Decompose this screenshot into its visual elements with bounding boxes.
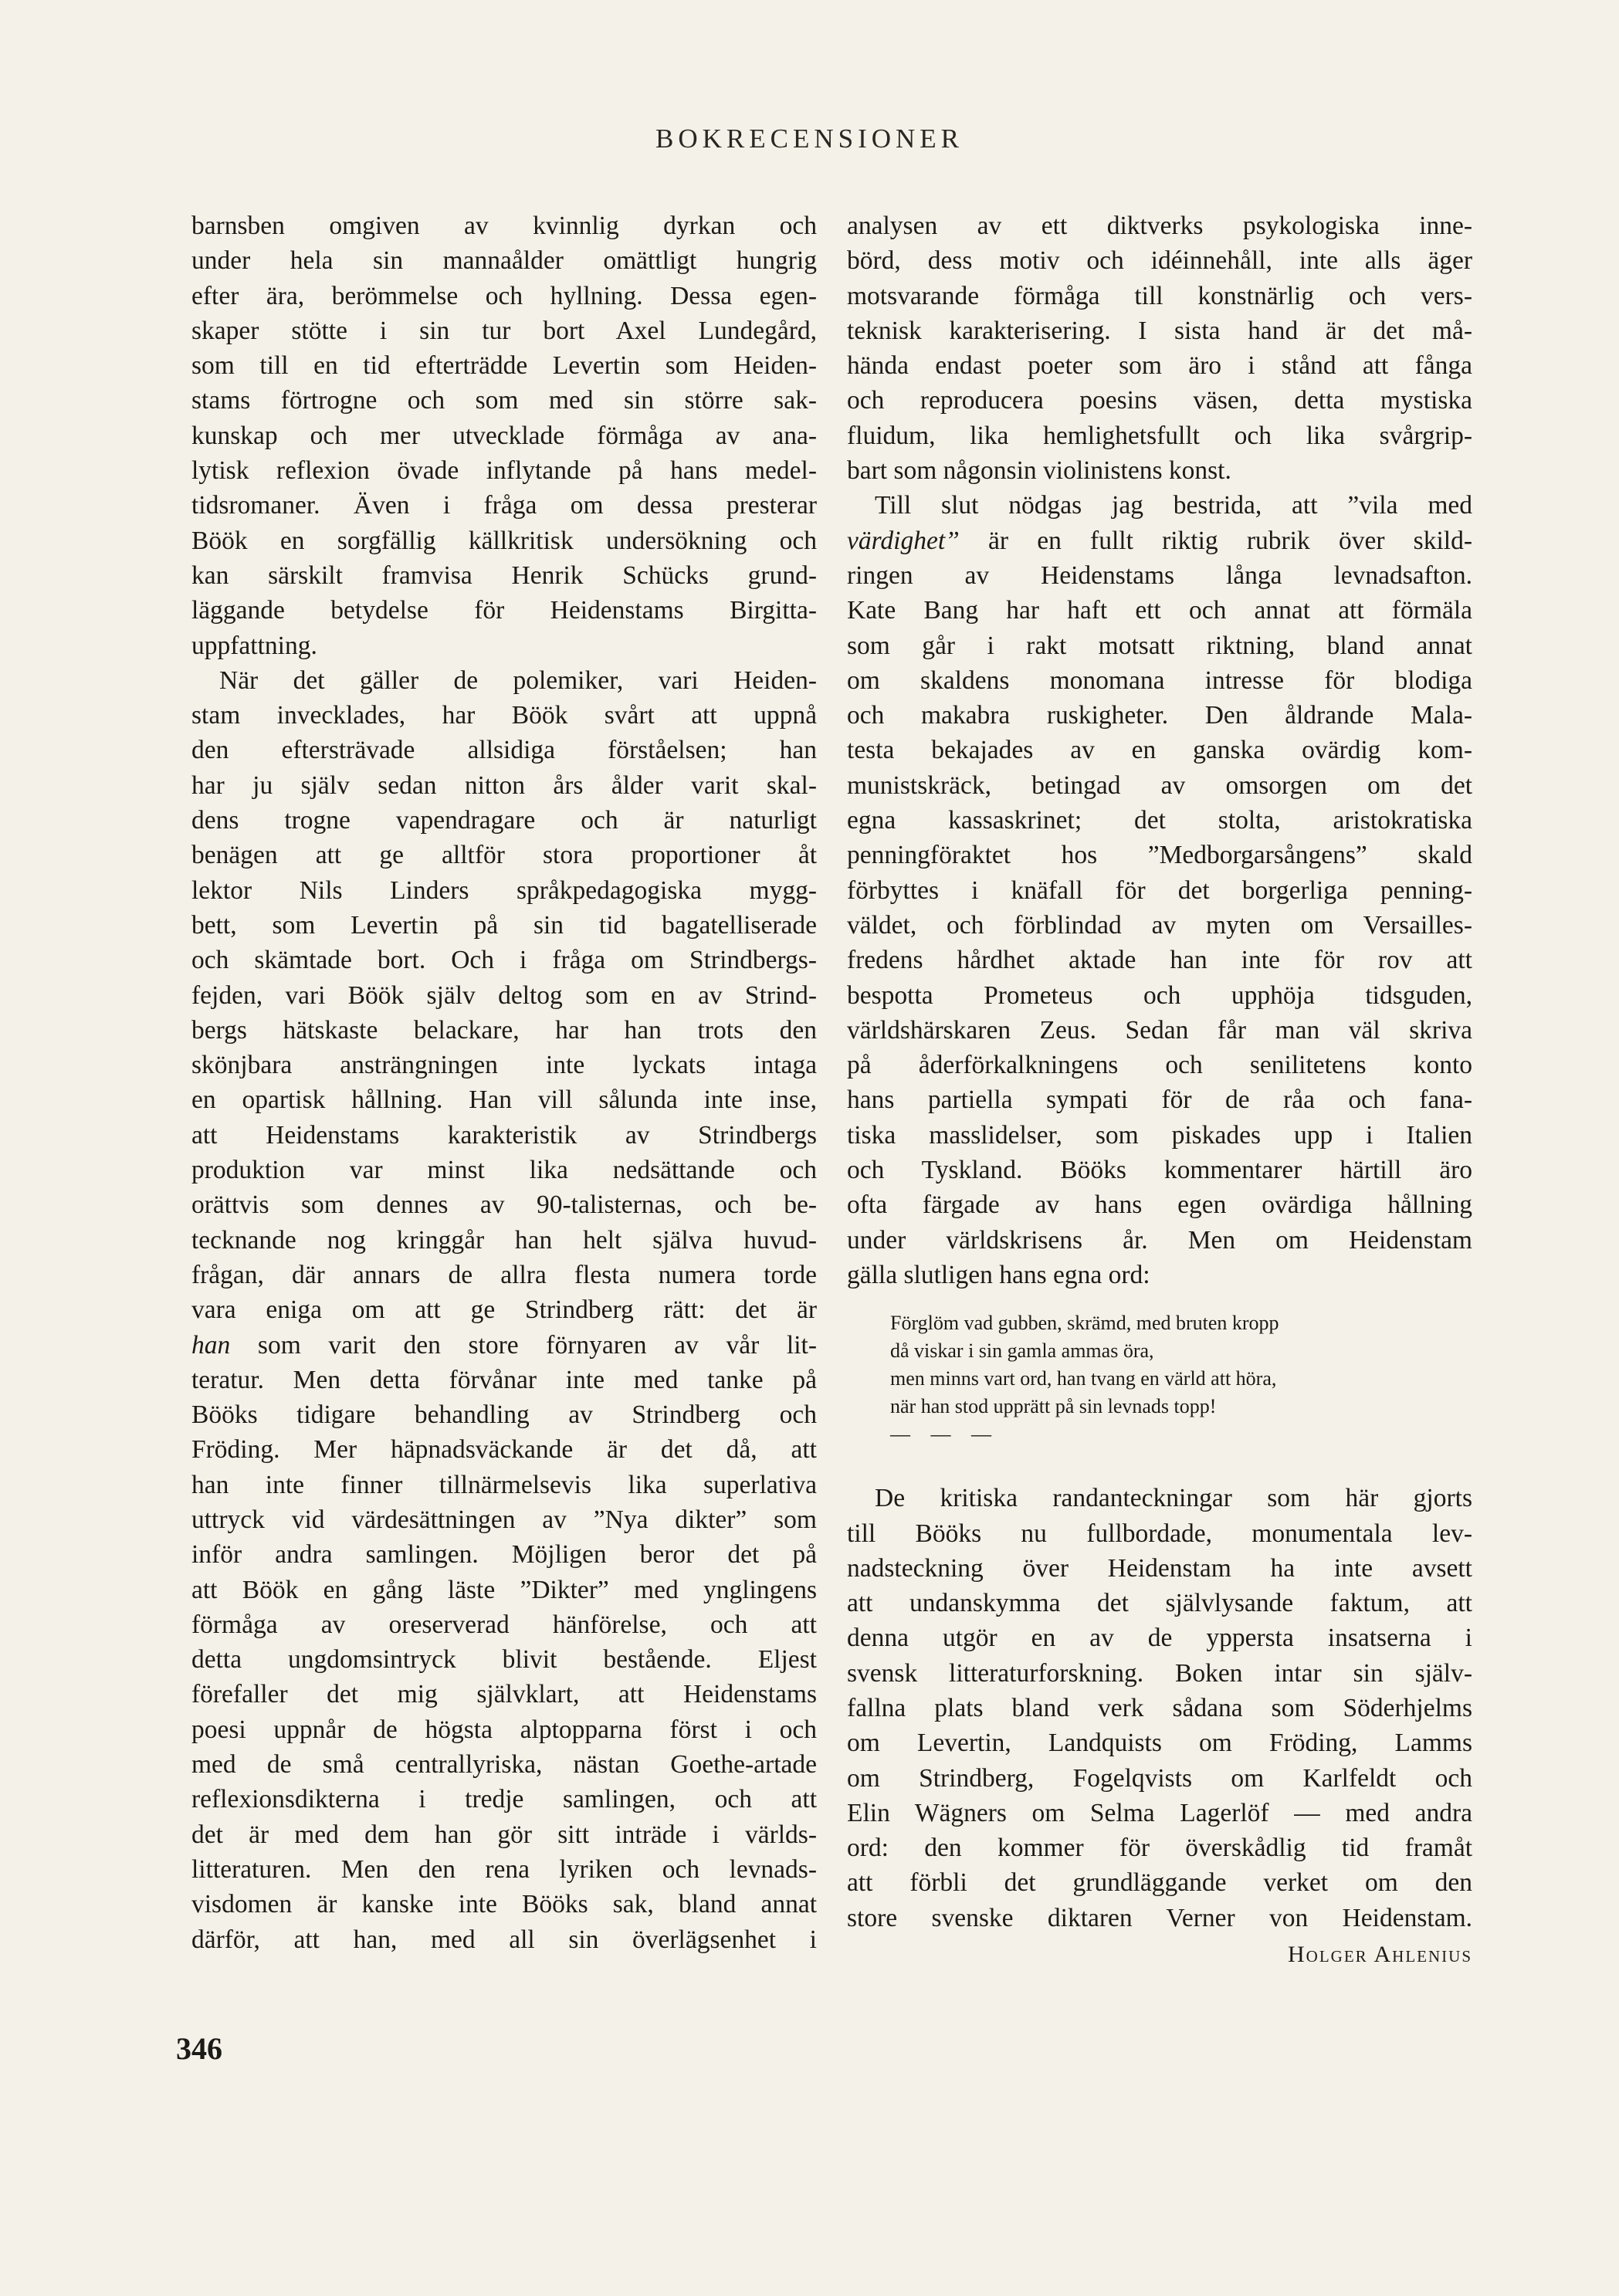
text-line: De kritiska randanteckningar som här gjorts	[875, 1484, 1472, 1513]
text-line: om skaldens monomana intresse för blodiga	[847, 665, 1472, 695]
text-line: en opartisk hållning. Han vill sålunda inte inse,	[191, 1085, 817, 1115]
text-line: uttryck vid värdesättningen av ”Nya dikter” som	[191, 1505, 817, 1534]
text-line: teratur. Men detta förvånar inte med tanke på	[191, 1365, 817, 1394]
text-line: han inte finner tillnärmelsevis lika superlativa	[191, 1470, 817, 1499]
text-line: om Levertin, Landquists om Fröding, Lamms	[847, 1729, 1472, 1758]
text-line: detta ungdomsintryck blivit bestående. Eljest	[191, 1645, 817, 1675]
text-line: med de små centrallyriska, nästan Goethe-artade	[191, 1750, 817, 1780]
left-column	[191, 208, 817, 1957]
text-line: ofta färgade av hans egen ovärdiga hållning	[847, 1190, 1472, 1220]
text-line: att Böök en gång läste ”Dikter” med ynglingens	[191, 1575, 817, 1604]
paragraph	[847, 208, 1472, 488]
text-line: under världskrisens år. Men om Heidenstam	[847, 1225, 1472, 1255]
text-line: litteraturen. Men den rena lyriken och levnads-	[191, 1854, 817, 1884]
author-signature: Holger Ahlenius	[1288, 1942, 1472, 1968]
poem-line: men minns vart ord, han tvang en värld att höra,	[890, 1367, 1277, 1390]
text-line: nadsteckning över Heidenstam ha inte avsett	[847, 1553, 1472, 1583]
text-line: och Tyskland. Bööks kommentarer härtill äro	[847, 1156, 1472, 1185]
text-line: och skämtade bort. Och i fråga om Strindbergs-	[191, 946, 817, 975]
text-line: har ju själv sedan nitton års ålder varit skal-	[191, 770, 817, 800]
poem-line: när han stod upprätt på sin levnads topp!	[890, 1395, 1217, 1418]
text-line: vara eniga om att ge Strindberg rätt: det är	[191, 1295, 817, 1325]
text-line: store svenske diktaren Verner von Heidenstam.	[847, 1903, 1472, 1932]
text-line: Kate Bang har haft ett och annat att förmäla	[847, 596, 1472, 625]
text-line: hända endast poeter som äro i stånd att fånga	[847, 351, 1472, 381]
text-line: uppfattning.	[191, 631, 317, 660]
text-line: dens trogne vapendragare och är naturligt	[191, 806, 817, 835]
text-line: barnsben omgiven av kvinnlig dyrkan och	[191, 212, 817, 240]
text-line: frågan, där annars de allra flesta numera torde	[191, 1260, 817, 1289]
text-line: fredens hårdhet aktade han inte för rov att	[847, 946, 1472, 975]
text-line: världshärskaren Zeus. Sedan får man väl skriva	[847, 1015, 1472, 1045]
text-line: lektor Nils Linders språkpedagogiska mygg-	[191, 875, 817, 905]
text-line: fallna plats bland verk sådana som Söderhjelms	[847, 1693, 1472, 1722]
text-line: När det gäller de polemiker, vari Heiden-	[219, 665, 817, 695]
text-line: testa bekajades av en ganska ovärdig kom-	[847, 736, 1472, 765]
text-line: Bööks tidigare behandling av Strindberg och	[191, 1400, 817, 1430]
text-line: att undanskymma det självlysande faktum, att	[847, 1589, 1472, 1618]
text-line: poesi uppnår de högsta alptopparna först i och	[191, 1715, 817, 1744]
text-line: det är med dem han gör sitt inträde i världs-	[191, 1820, 817, 1849]
text-line: penningföraktet hos ”Medborgarsångens” skald	[847, 841, 1472, 870]
text-line: hans partiella sympati för de råa och fana-	[847, 1085, 1472, 1115]
text-line: bespotta Prometeus och upphöja tidsguden,	[847, 980, 1472, 1010]
text-line: inför andra samlingen. Möjligen beror det på	[191, 1540, 817, 1570]
running-head: BOKRECENSIONER	[655, 124, 964, 154]
emphasis: värdighet”	[847, 526, 960, 555]
text-line: att Heidenstams karakteristik av Strindbergs	[191, 1120, 817, 1150]
poem-quote	[890, 1309, 1472, 1448]
text-line: tiska masslidelser, som piskades upp i Italien	[847, 1120, 1472, 1150]
text-line: skönjbara ansträngningen inte lyckats intaga	[191, 1051, 817, 1080]
text-line: benägen att ge alltför stora proportioner åt	[191, 841, 817, 870]
text-line: teknisk karakterisering. I sista hand är det må-	[847, 316, 1472, 345]
text-line: fluidum, lika hemlighetsfullt och lika svårgrip-	[847, 421, 1472, 450]
text-line: ringen av Heidenstams långa levnadsafton.	[847, 560, 1472, 590]
poem-line: Förglöm vad gubben, skrämd, med bruten kropp	[890, 1312, 1279, 1335]
text-line: bart som någonsin violinistens konst.	[847, 456, 1231, 486]
paragraph	[847, 1481, 1472, 1972]
text-line: och makabra ruskigheter. Den åldrande Mala-	[847, 701, 1472, 730]
text-line: tecknande nog kringgår han helt själva huvud-	[191, 1225, 817, 1255]
text-line: kan särskilt framvisa Henrik Schücks grund-	[191, 560, 817, 590]
text-line: värdighet” är en fullt riktig rubrik över skild-	[847, 526, 1472, 555]
paragraph	[191, 663, 817, 1957]
text-line: Böök en sorgfällig källkritisk undersökning och	[191, 526, 817, 555]
page-number: 346	[176, 2031, 222, 2066]
text-line: som till en tid efterträdde Levertin som Heiden-	[191, 351, 817, 381]
right-column	[847, 208, 1472, 1972]
text-line: lytisk reflexion övade inflytande på hans medel-	[191, 456, 817, 486]
text-line: förbyttes i knäfall för det borgerliga penning-	[847, 875, 1472, 905]
poem-dashes: — — —	[890, 1423, 999, 1446]
text-line: ord: den kommer för överskådlig tid framåt	[847, 1834, 1472, 1863]
text-line: denna utgör en av de yppersta insatserna i	[847, 1624, 1472, 1653]
text-line: Till slut nödgas jag bestrida, att ”vila med	[875, 491, 1472, 520]
paragraph	[847, 488, 1472, 1292]
text-line: orättvis som dennes av 90-talisternas, och be-	[191, 1190, 817, 1220]
text-line: visdomen är kanske inte Bööks sak, bland annat	[191, 1890, 817, 1919]
text-line: han som varit den store förnyaren av vår lit-	[191, 1330, 817, 1360]
text-line: till Bööks nu fullbordade, monumentala lev-	[847, 1519, 1472, 1548]
text-line: egna kassaskrinet; det stolta, aristokratiska	[847, 806, 1472, 835]
text-line: reflexionsdikterna i tredje samlingen, och att	[191, 1785, 817, 1814]
text-line: på åderförkalkningens och senilitetens konto	[847, 1051, 1472, 1080]
text-line: svensk litteraturforskning. Boken intar sin själv-	[847, 1658, 1472, 1688]
text-line: att förbli det grundläggande verket om den	[847, 1868, 1472, 1898]
text-line: efter ära, berömmelse och hyllning. Dessa egen-	[191, 281, 817, 310]
text-line: kunskap och mer utvecklade förmåga av ana-	[191, 421, 817, 450]
text-line: börd, dess motiv och idéinnehåll, inte alls äger	[847, 246, 1472, 276]
text-line: bett, som Levertin på sin tid bagatelliserade	[191, 910, 817, 940]
text-line: skaper stötte i sin tur bort Axel Lundegård,	[191, 316, 817, 345]
text-line: stam invecklades, har Böök svårt att uppnå	[191, 701, 817, 730]
paragraph	[191, 208, 817, 663]
text-line: fejden, vari Böök själv deltog som en av Strind-	[191, 980, 817, 1010]
text-line: motsvarande förmåga till konstnärlig och vers-	[847, 281, 1472, 310]
text-line: Elin Wägners om Selma Lagerlöf — med andra	[847, 1798, 1472, 1827]
text-line: munistskräck, betingad av omsorgen om det	[847, 770, 1472, 800]
text-line: produktion var minst lika nedsättande och	[191, 1156, 817, 1185]
text-line: tidsromaner. Även i fråga om dessa presterar	[191, 491, 817, 520]
text-line: som går i rakt motsatt riktning, bland annat	[847, 631, 1472, 660]
emphasis: han	[191, 1330, 231, 1360]
text-line: väldet, och förblindad av myten om Versailles-	[847, 910, 1472, 940]
text-line: förmåga av oreserverad hänförelse, och att	[191, 1610, 817, 1639]
text-line: Fröding. Mer häpnadsväckande är det då, att	[191, 1435, 817, 1465]
text-line: gälla slutligen hans egna ord:	[847, 1260, 1150, 1289]
text-line: den eftersträvade allsidiga förståelsen; han	[191, 736, 817, 765]
text-line: stams förtrogne och som med sin större sak-	[191, 386, 817, 415]
text-line: förefaller det mig självklart, att Heidenstams	[191, 1680, 817, 1709]
text-line: och reproducera poesins väsen, detta mystiska	[847, 386, 1472, 415]
text-line: därför, att han, med all sin överlägsenhet i	[191, 1925, 817, 1954]
text-line: analysen av ett diktverks psykologiska inne-	[847, 212, 1472, 240]
text-line: bergs hätskaste belackare, har han trots den	[191, 1015, 817, 1045]
text-line: läggande betydelse för Heidenstams Birgitta-	[191, 596, 817, 625]
text-line: under hela sin mannaålder omättligt hungrig	[191, 246, 817, 276]
text-line: om Strindberg, Fogelqvists om Karlfeldt och	[847, 1763, 1472, 1793]
poem-line: då viskar i sin gamla ammas öra,	[890, 1339, 1154, 1363]
